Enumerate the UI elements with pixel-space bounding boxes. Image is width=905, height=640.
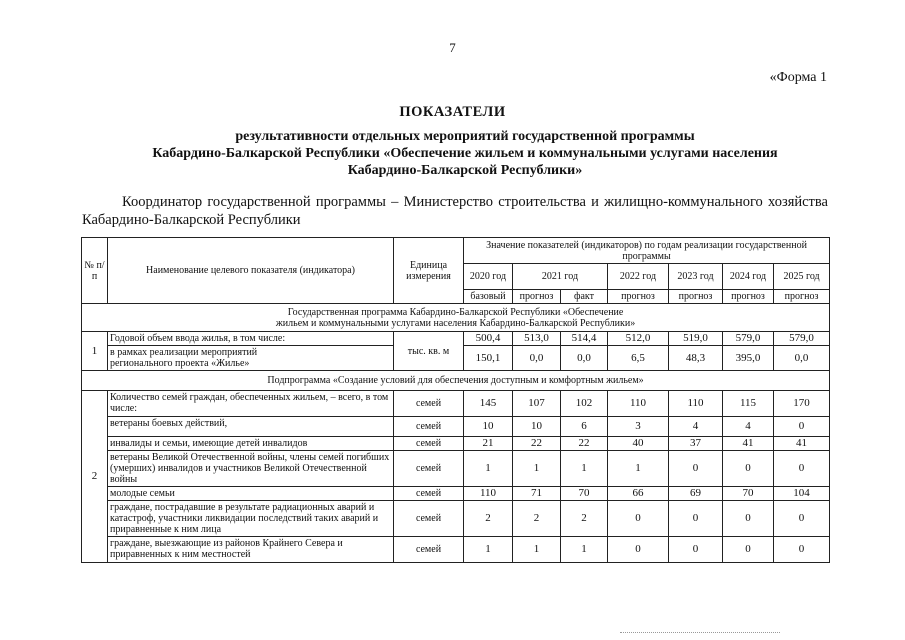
value-cell: 3 xyxy=(608,417,669,437)
value-cell: 6,5 xyxy=(608,346,669,371)
indicator-unit: семей xyxy=(394,417,464,437)
value-cell: 110 xyxy=(608,391,669,417)
header-sub: факт xyxy=(561,290,608,304)
value-cell: 41 xyxy=(774,437,830,451)
value-cell: 0,0 xyxy=(774,346,830,371)
subtitle-line: Кабардино-Балкарской Республики «Обеспечение жильем и коммунальными услугами населения xyxy=(152,146,778,161)
indicator-name: инвалиды и семьи, имеющие детей инвалидов xyxy=(108,437,394,451)
value-cell: 22 xyxy=(561,437,608,451)
indicator-name: ветераны Великой Отечественной войны, члены семей погибших (умерших) инвалидов и участников Великой Отечественной войны xyxy=(108,451,394,487)
value-cell: 1 xyxy=(464,451,513,487)
value-cell: 1 xyxy=(513,451,561,487)
value-cell: 0 xyxy=(774,501,830,537)
value-cell: 0 xyxy=(608,537,669,563)
value-cell: 102 xyxy=(561,391,608,417)
indicator-name: граждане, выезжающие из районов Крайнего Севера и приравненных к ним местностей xyxy=(108,537,394,563)
table-row xyxy=(82,437,830,451)
value-cell: 4 xyxy=(723,417,774,437)
header-year-2022: 2022 год xyxy=(608,264,669,290)
document-title: ПОКАЗАТЕЛИ xyxy=(399,104,506,120)
row-number: 2 xyxy=(82,391,108,563)
value-cell: 395,0 xyxy=(723,346,774,371)
page-number: 7 xyxy=(449,40,456,55)
value-cell: 104 xyxy=(774,487,830,501)
form-label: «Форма 1 xyxy=(769,70,827,85)
value-cell: 579,0 xyxy=(774,332,830,346)
header-unit: Единица измерения xyxy=(394,238,464,304)
indicator-unit: семей xyxy=(394,501,464,537)
scan-artifact-line xyxy=(620,632,780,635)
indicator-unit: семей xyxy=(394,391,464,417)
value-cell: 2 xyxy=(464,501,513,537)
indicator-name: молодые семьи xyxy=(108,487,394,501)
value-cell: 1 xyxy=(561,537,608,563)
value-cell: 40 xyxy=(608,437,669,451)
value-cell: 500,4 xyxy=(464,332,513,346)
value-cell: 0 xyxy=(669,537,723,563)
indicator-name: граждане, пострадавшие в результате радиационных аварий и катастроф, участники ликвидации последствий таких аварий и приравненные к ним лица xyxy=(108,501,394,537)
indicator-name: Годовой объем ввода жилья, в том числе: xyxy=(108,332,394,346)
table-row xyxy=(82,537,830,563)
section-subprogram: Подпрограмма «Создание условий для обеспечения доступным и комфортным жильем» xyxy=(82,371,830,391)
table-row xyxy=(82,391,830,417)
header-sub: прогноз xyxy=(513,290,561,304)
value-cell: 110 xyxy=(464,487,513,501)
value-cell: 0 xyxy=(723,501,774,537)
indicator-unit: семей xyxy=(394,451,464,487)
indicator-unit: семей xyxy=(394,487,464,501)
indicators-table xyxy=(81,237,830,563)
header-sub: прогноз xyxy=(723,290,774,304)
table-row xyxy=(82,417,830,437)
value-cell: 513,0 xyxy=(513,332,561,346)
value-cell: 1 xyxy=(608,451,669,487)
header-year-2023: 2023 год xyxy=(669,264,723,290)
document-subtitle xyxy=(110,128,820,179)
value-cell: 0 xyxy=(723,537,774,563)
header-sub: прогноз xyxy=(774,290,830,304)
value-cell: 66 xyxy=(608,487,669,501)
table-row xyxy=(82,332,830,346)
header-sub: прогноз xyxy=(669,290,723,304)
value-cell: 21 xyxy=(464,437,513,451)
section-program: Государственная программа Кабардино-Балкарской Республики «Обеспечение жильем и коммунальными услугами населения Кабардино-Балкарской Республики» xyxy=(82,304,830,332)
value-cell: 150,1 xyxy=(464,346,513,371)
value-cell: 6 xyxy=(561,417,608,437)
subtitle-line: Кабардино-Балкарской Республики» xyxy=(347,163,583,178)
value-cell: 70 xyxy=(561,487,608,501)
section-row xyxy=(82,371,830,391)
header-sub: базовый xyxy=(464,290,513,304)
header-year-2021: 2021 год xyxy=(513,264,608,290)
indicator-unit: тыс. кв. м xyxy=(394,332,464,371)
value-cell: 2 xyxy=(513,501,561,537)
table-row xyxy=(82,487,830,501)
value-cell: 1 xyxy=(513,537,561,563)
value-cell: 0 xyxy=(669,501,723,537)
indicator-name: в рамках реализации мероприятий регионального проекта «Жилье» xyxy=(108,346,394,371)
value-cell: 22 xyxy=(513,437,561,451)
indicator-name: Количество семей граждан, обеспеченных жильем, – всего, в том числе: xyxy=(108,391,394,417)
value-cell: 0 xyxy=(723,451,774,487)
indicator-unit: семей xyxy=(394,437,464,451)
value-cell: 145 xyxy=(464,391,513,417)
value-cell: 37 xyxy=(669,437,723,451)
value-cell: 170 xyxy=(774,391,830,417)
value-cell: 0,0 xyxy=(513,346,561,371)
section-row xyxy=(82,304,830,332)
subtitle-line: результативности отдельных мероприятий государственной программы xyxy=(235,129,695,144)
value-cell: 41 xyxy=(723,437,774,451)
value-cell: 0 xyxy=(774,451,830,487)
indicator-unit: семей xyxy=(394,537,464,563)
value-cell: 579,0 xyxy=(723,332,774,346)
indicator-name: ветераны боевых действий, xyxy=(108,417,394,437)
value-cell: 519,0 xyxy=(669,332,723,346)
value-cell: 0 xyxy=(774,537,830,563)
value-cell: 4 xyxy=(669,417,723,437)
value-cell: 512,0 xyxy=(608,332,669,346)
table-row xyxy=(82,451,830,487)
value-cell: 0 xyxy=(608,501,669,537)
header-num: № п/п xyxy=(82,238,108,304)
header-year-2025: 2025 год xyxy=(774,264,830,290)
header-name: Наименование целевого показателя (индикатора) xyxy=(108,238,394,304)
header-year-2024: 2024 год xyxy=(723,264,774,290)
coordinator-paragraph: Координатор государственной программы – Министерство строительства и жилищно-коммунального хозяйства Кабардино-Балкарской Республики xyxy=(82,194,828,228)
value-cell: 71 xyxy=(513,487,561,501)
value-cell: 0,0 xyxy=(561,346,608,371)
value-cell: 69 xyxy=(669,487,723,501)
header-row xyxy=(82,238,830,264)
value-cell: 10 xyxy=(464,417,513,437)
value-cell: 514,4 xyxy=(561,332,608,346)
value-cell: 1 xyxy=(464,537,513,563)
value-cell: 2 xyxy=(561,501,608,537)
header-year-2020: 2020 год xyxy=(464,264,513,290)
value-cell: 48,3 xyxy=(669,346,723,371)
value-cell: 107 xyxy=(513,391,561,417)
value-cell: 115 xyxy=(723,391,774,417)
header-sub: прогноз xyxy=(608,290,669,304)
header-values-group: Значение показателей (индикаторов) по годам реализации государственной программы xyxy=(464,238,830,264)
value-cell: 0 xyxy=(669,451,723,487)
value-cell: 0 xyxy=(774,417,830,437)
row-number: 1 xyxy=(82,332,108,371)
table-row xyxy=(82,501,830,537)
value-cell: 110 xyxy=(669,391,723,417)
value-cell: 70 xyxy=(723,487,774,501)
value-cell: 10 xyxy=(513,417,561,437)
value-cell: 1 xyxy=(561,451,608,487)
